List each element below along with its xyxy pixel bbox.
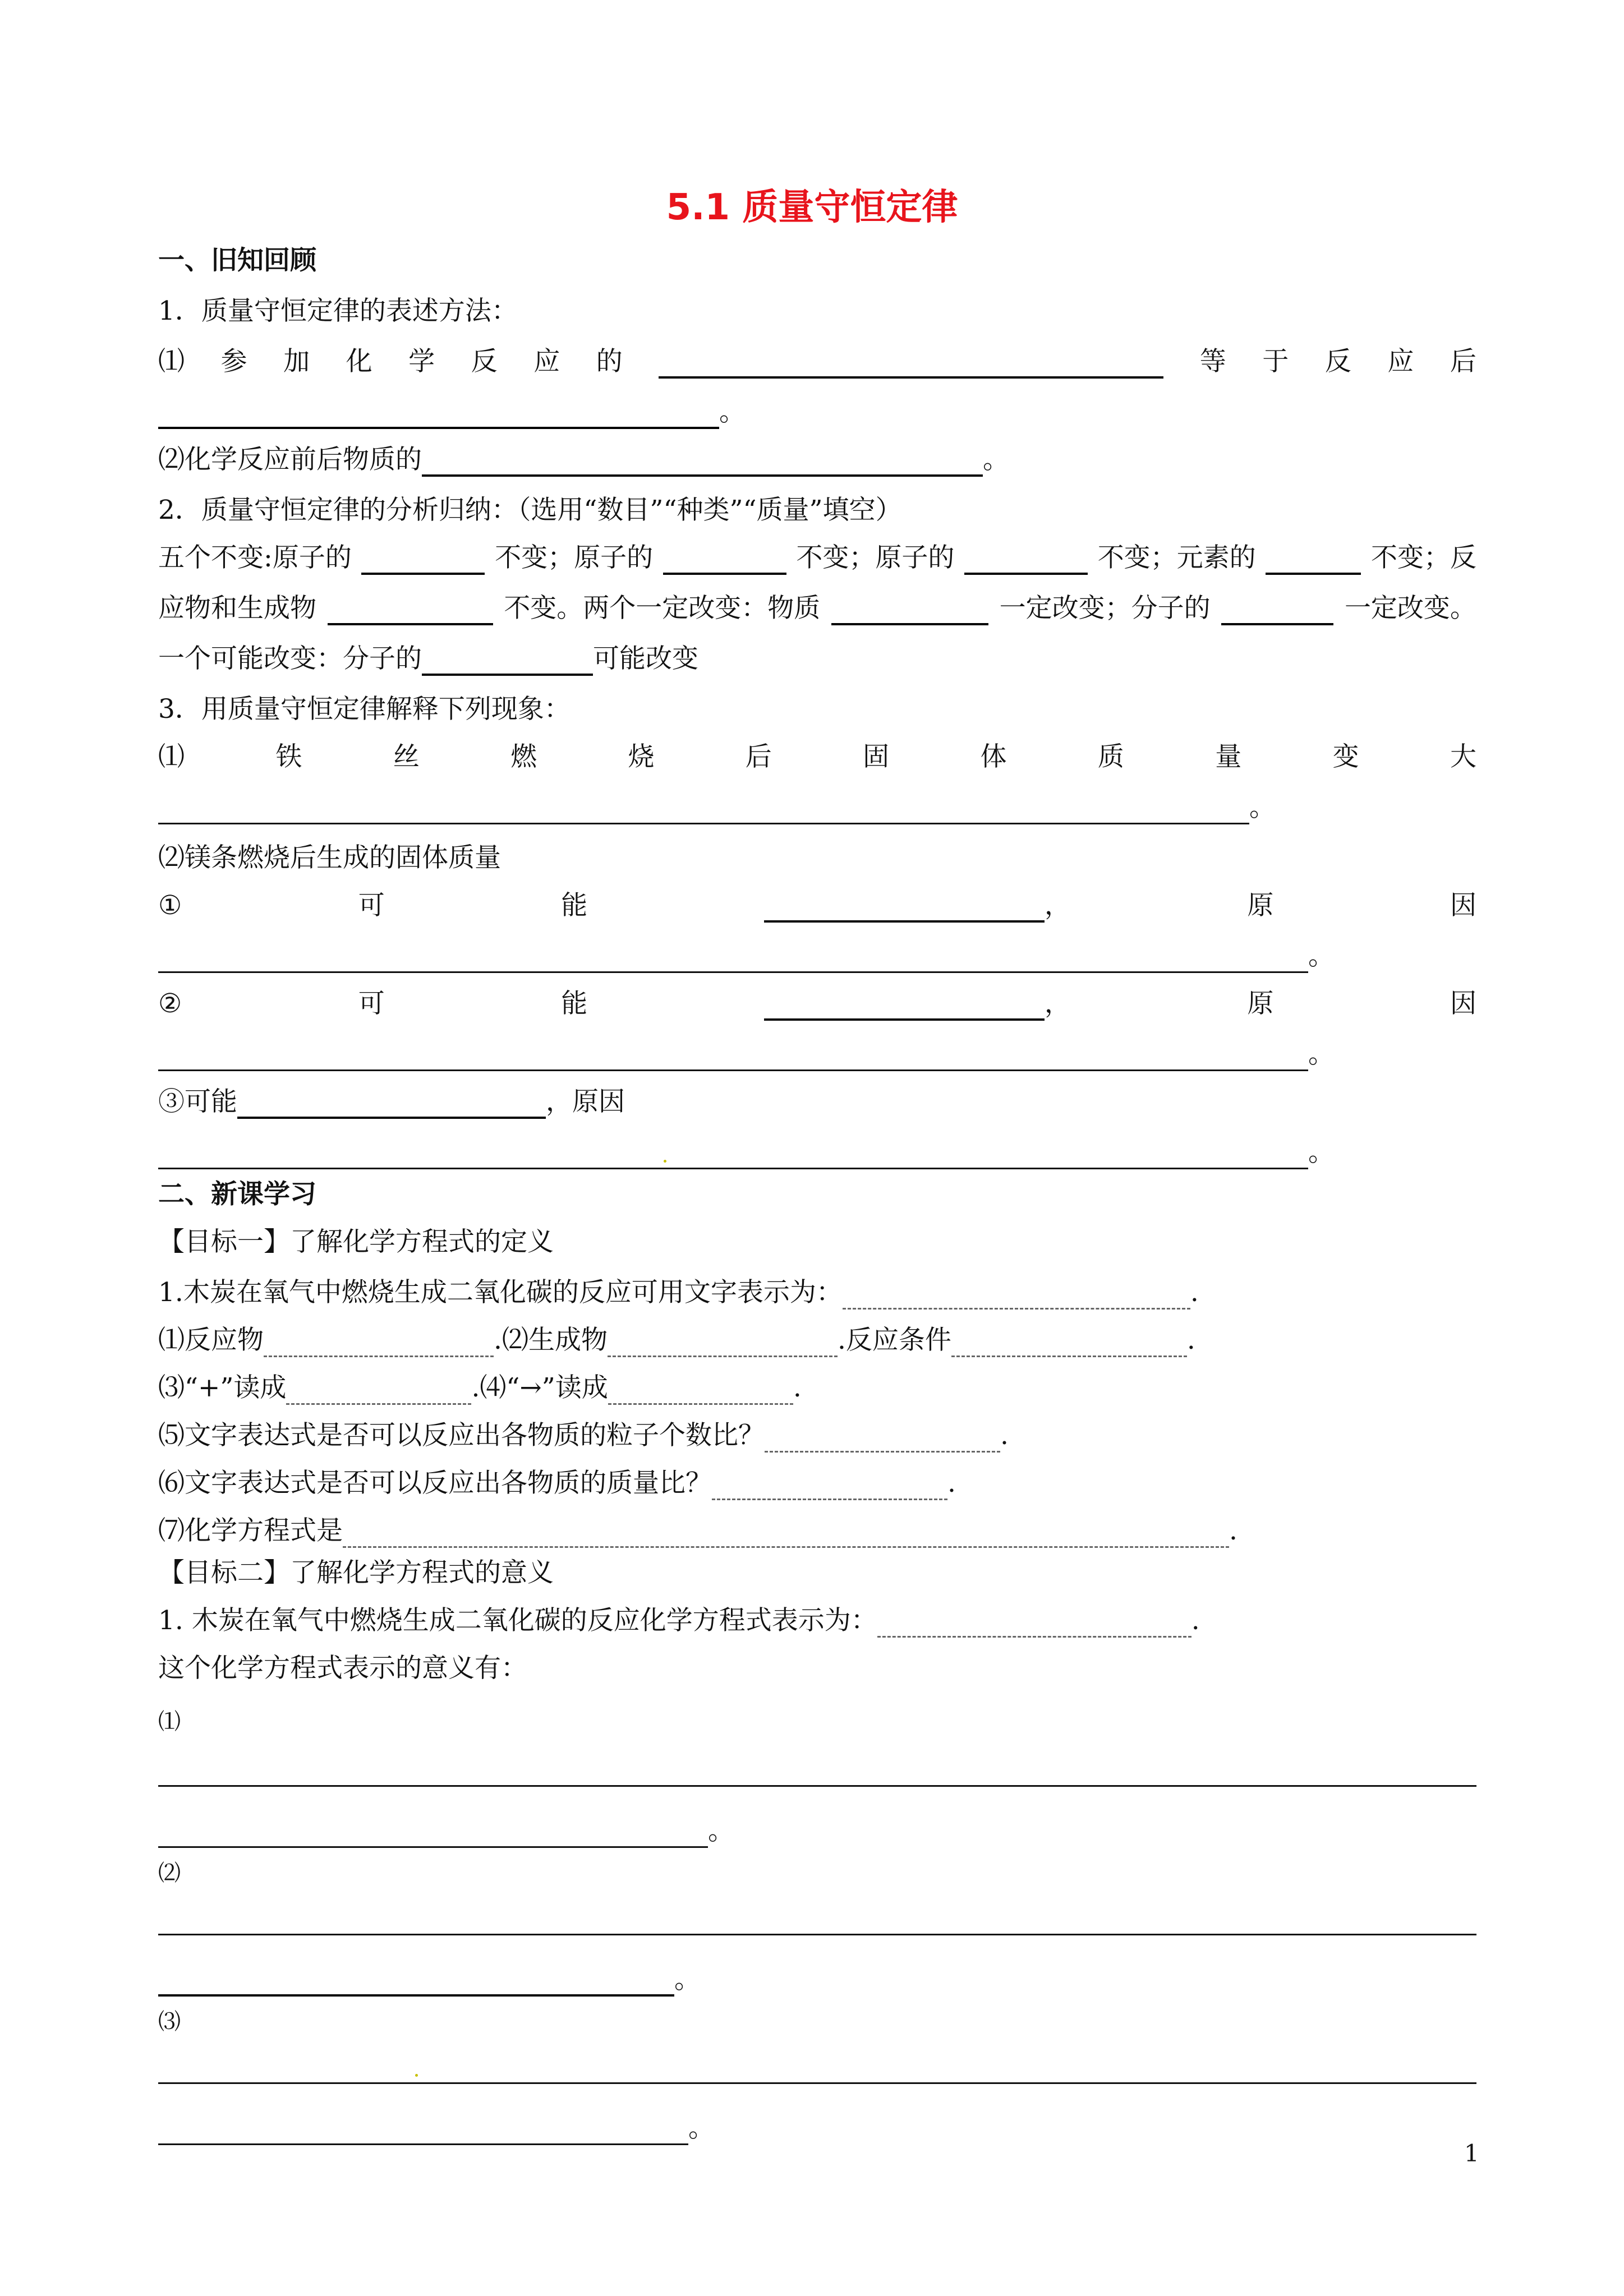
end-mark: 。 xyxy=(688,2113,715,2143)
q3-1-char: 体 xyxy=(980,741,1007,772)
reason-label: ，原因 xyxy=(546,1086,625,1117)
possible-marker: ① xyxy=(158,890,182,921)
fill-blank[interactable] xyxy=(361,547,485,575)
goal-1-heading: 【目标一】了解化学方程式的定义 xyxy=(158,1227,554,1257)
fill-blank[interactable] xyxy=(158,1044,1308,1071)
fill-blank[interactable] xyxy=(158,797,1249,824)
fill-blank[interactable] xyxy=(831,597,988,625)
meaning-item-3-continuation xyxy=(158,2111,715,2145)
possible-3-continuation xyxy=(158,1136,1335,1169)
possible-1-line xyxy=(158,889,1476,923)
scan-speck xyxy=(664,1160,666,1163)
fill-blank[interactable] xyxy=(158,1820,708,1848)
question-2-line-2 xyxy=(158,592,1476,625)
q3-1-char: 燃 xyxy=(510,741,537,772)
q2-text: 不变；原子的 xyxy=(495,542,654,573)
question-3: 3．用质量守恒定律解释下列现象： xyxy=(158,694,571,725)
fill-blank[interactable] xyxy=(422,648,593,676)
fill-blank[interactable] xyxy=(422,449,983,477)
g1-q6-text: ⑹文字表达式是否可以反应出各物质的质量比？ xyxy=(158,1468,712,1499)
possible-char: 能 xyxy=(561,890,588,921)
fill-blank[interactable] xyxy=(877,1610,1191,1638)
goal-1-question-1 xyxy=(158,1276,1199,1310)
period: . xyxy=(1229,1515,1237,1546)
q3-1-char: 烧 xyxy=(628,741,655,772)
q3-1-char: 大 xyxy=(1450,741,1476,772)
scan-speck xyxy=(415,2074,418,2077)
q1-1-char: 反 xyxy=(1324,346,1351,377)
fill-blank[interactable] xyxy=(1221,597,1333,625)
g1-q5-text: ⑸文字表达式是否可以反应出各物质的粒子个数比？ xyxy=(158,1420,765,1451)
goal-2-heading: 【目标二】了解化学方程式的意义 xyxy=(158,1557,554,1588)
answer-rule[interactable] xyxy=(158,1785,1476,1787)
g1-row2-text: .⑷“→”读成 xyxy=(471,1372,608,1403)
fill-blank[interactable] xyxy=(663,547,786,575)
question-3-1-line xyxy=(158,740,1476,774)
fill-blank[interactable] xyxy=(158,2118,688,2145)
q2-text: 应物和生成物 xyxy=(158,593,316,624)
q1-1-char: 学 xyxy=(408,346,435,377)
g1-row1-text: .反应条件 xyxy=(837,1325,951,1356)
q2-text: 一定改变。 xyxy=(1344,593,1476,624)
g1-row2-text: ⑶“+”读成 xyxy=(158,1372,287,1403)
end-mark: 。 xyxy=(674,1964,701,1995)
q1-1-char: 后 xyxy=(1450,346,1476,377)
q2-text: 五个不变:原子的 xyxy=(158,542,352,573)
page-number: 1 xyxy=(1464,2140,1479,2167)
q1-1-char: 等 xyxy=(1199,346,1226,377)
question-1-1-continuation xyxy=(158,395,746,429)
question-3-1-continuation xyxy=(158,791,1276,824)
question-3-2: ⑵镁条燃烧后生成的固体质量 xyxy=(158,842,501,873)
fill-blank[interactable] xyxy=(659,351,1163,379)
period: . xyxy=(1000,1420,1009,1451)
end-mark: 。 xyxy=(1308,1137,1335,1168)
possible-char: 可 xyxy=(358,890,385,921)
q2-text: 可能改变 xyxy=(593,643,698,674)
g1-q7-text: ⑺化学方程式是 xyxy=(158,1515,343,1546)
q1-2-label: ⑵化学反应前后物质的 xyxy=(158,444,422,475)
goal-1-row-2 xyxy=(158,1371,802,1405)
fill-blank[interactable] xyxy=(343,1520,1229,1548)
possible-2-continuation xyxy=(158,1038,1335,1071)
g1-row2-text: . xyxy=(793,1372,802,1403)
section-heading-review: 一、旧知回顾 xyxy=(158,245,316,276)
question-1-2 xyxy=(158,443,1009,477)
meaning-item-2-continuation xyxy=(158,1963,701,1997)
section-heading-new-lesson: 二、新课学习 xyxy=(158,1179,316,1210)
q2-text: 不变；反 xyxy=(1370,542,1476,573)
fill-blank[interactable] xyxy=(158,401,719,429)
q1-1-char: 参 xyxy=(220,346,247,377)
period: . xyxy=(947,1468,956,1499)
possible-2-line xyxy=(158,987,1476,1021)
goal-1-question-6 xyxy=(158,1467,956,1500)
period: . xyxy=(1190,1277,1199,1308)
end-mark: 。 xyxy=(1249,792,1276,823)
question-2: 2．质量守恒定律的分析归纳：（选用“数目”“种类”“质量”填空） xyxy=(158,495,902,525)
goal-1-question-7 xyxy=(158,1514,1237,1548)
q3-1-char: 量 xyxy=(1215,741,1242,772)
end-mark: 。 xyxy=(1308,940,1335,971)
possible-3-label: ③可能 xyxy=(158,1086,237,1117)
fill-blank[interactable] xyxy=(286,1377,471,1405)
g1-row1-text: ⑴反应物 xyxy=(158,1325,264,1356)
possible-char: 能 xyxy=(561,988,588,1019)
fill-blank[interactable] xyxy=(951,1330,1187,1357)
goal-2-question-1 xyxy=(158,1604,1200,1638)
reason-char: 原 xyxy=(1247,988,1274,1019)
q2-text: 不变。两个一定改变：物质 xyxy=(504,593,821,624)
possible-3-line xyxy=(158,1085,625,1119)
q2-text: 一定改变；分子的 xyxy=(999,593,1211,624)
end-mark: 。 xyxy=(719,397,746,427)
meaning-item-label: ⑴ xyxy=(158,1709,181,1735)
g1-q1-text: 1.木炭在氧气中燃烧生成二氧化碳的反应可用文字表示为： xyxy=(158,1277,843,1308)
question-1-1-line xyxy=(158,345,1476,379)
fill-blank[interactable] xyxy=(765,1425,1000,1453)
fill-blank[interactable] xyxy=(1266,547,1361,575)
fill-blank[interactable] xyxy=(158,1968,674,1997)
goal-2-meaning-intro: 这个化学方程式表示的意义有： xyxy=(158,1653,527,1684)
reason-char: 因 xyxy=(1450,890,1476,921)
q1-1-char: 应 xyxy=(533,346,560,377)
q1-1-char: 应 xyxy=(1387,346,1414,377)
fill-blank[interactable] xyxy=(843,1282,1190,1310)
reason-char: 原 xyxy=(1247,890,1274,921)
meaning-item-label: ⑶ xyxy=(158,2009,181,2035)
fill-blank[interactable] xyxy=(237,1091,546,1119)
possible-marker: ② xyxy=(158,988,182,1019)
fill-blank[interactable] xyxy=(158,946,1308,973)
meaning-item-1-continuation xyxy=(158,1814,734,1848)
q1-1-char: 化 xyxy=(346,346,372,377)
end-mark: 。 xyxy=(1308,1039,1335,1069)
g1-row1-text: . xyxy=(1186,1325,1195,1356)
q1-1-char: 加 xyxy=(283,346,310,377)
question-1: 1．质量守恒定律的表述方法： xyxy=(158,296,518,326)
q2-text: 不变；元素的 xyxy=(1097,542,1256,573)
question-2-line-3 xyxy=(158,642,698,676)
q2-text: 一个可能改变：分子的 xyxy=(158,643,422,674)
fill-blank[interactable] xyxy=(764,993,1045,1021)
comma: ， xyxy=(1044,890,1071,921)
fill-blank[interactable] xyxy=(608,1330,838,1357)
goal-1-row-1 xyxy=(158,1324,1195,1357)
answer-rule[interactable] xyxy=(158,2082,1476,2084)
q3-1-char: 固 xyxy=(863,741,890,772)
fill-blank[interactable] xyxy=(964,547,1088,575)
page-title: 5.1 质量守恒定律 xyxy=(666,187,958,228)
fill-blank[interactable] xyxy=(264,1330,494,1357)
answer-rule[interactable] xyxy=(158,1934,1476,1935)
fill-blank[interactable] xyxy=(328,597,493,625)
question-2-line-1 xyxy=(158,541,1476,575)
q1-1-char: 的 xyxy=(596,346,623,377)
reason-char: 因 xyxy=(1450,988,1476,1019)
q3-1-char: 后 xyxy=(745,741,772,772)
period: . xyxy=(1191,1605,1200,1636)
q3-1-char: ⑴ xyxy=(158,741,185,772)
possible-char: 可 xyxy=(358,988,385,1019)
fill-blank[interactable] xyxy=(764,895,1045,923)
q1-1-char: 于 xyxy=(1262,346,1289,377)
fill-blank[interactable] xyxy=(608,1377,793,1405)
fill-blank[interactable] xyxy=(712,1473,947,1500)
end-mark: 。 xyxy=(983,444,1009,475)
g2-q1-text: 1. 木炭在氧气中燃烧生成二氧化碳的反应化学方程式表示为： xyxy=(158,1605,877,1636)
possible-1-continuation xyxy=(158,939,1335,973)
meaning-item-label: ⑵ xyxy=(158,1860,181,1886)
q3-1-char: 铁 xyxy=(275,741,302,772)
q1-1-char: ⑴ xyxy=(158,346,185,377)
q3-1-char: 丝 xyxy=(393,741,420,772)
end-mark: 。 xyxy=(708,1815,734,1846)
g1-row1-text: .⑵生成物 xyxy=(494,1325,608,1356)
goal-1-question-5 xyxy=(158,1419,1009,1453)
fill-blank[interactable] xyxy=(158,1142,1308,1169)
q3-1-char: 变 xyxy=(1332,741,1359,772)
q1-1-char: 反 xyxy=(471,346,498,377)
q2-text: 不变；原子的 xyxy=(796,542,955,573)
q3-1-char: 质 xyxy=(1097,741,1124,772)
comma: ， xyxy=(1044,988,1071,1019)
